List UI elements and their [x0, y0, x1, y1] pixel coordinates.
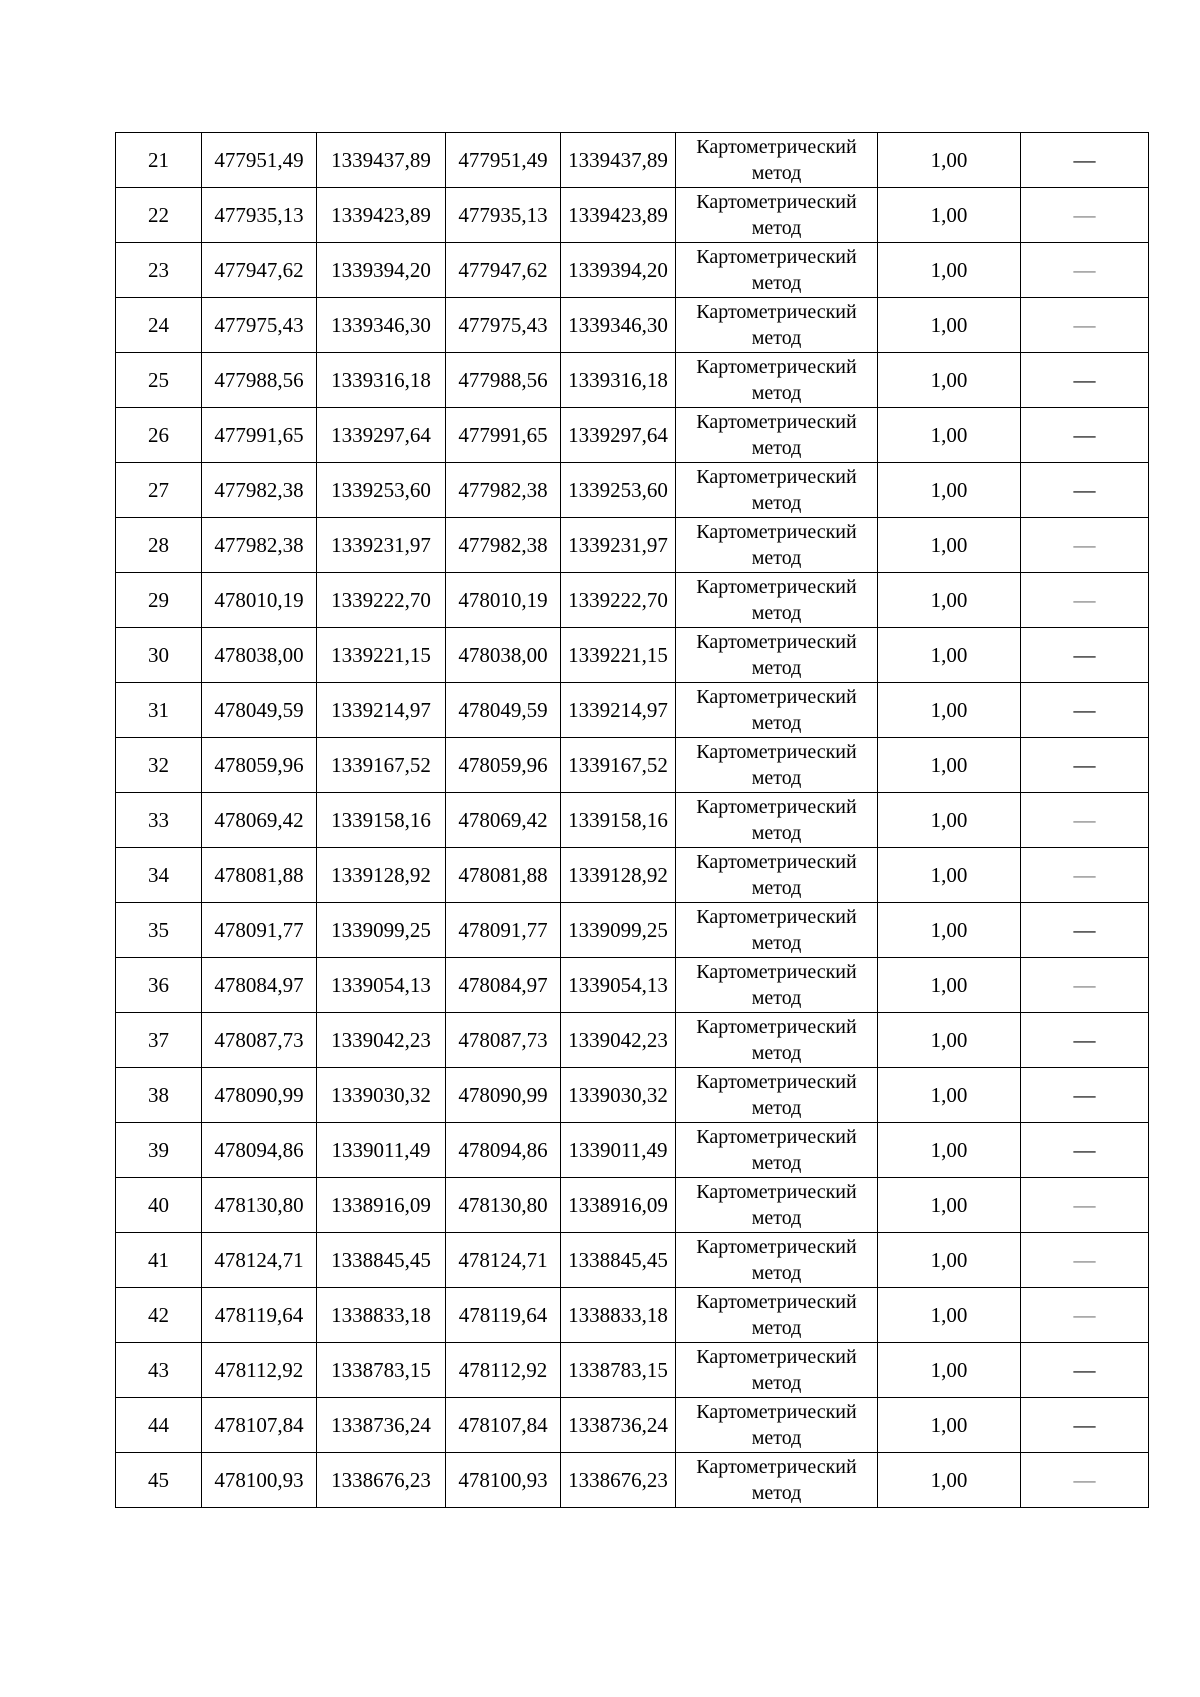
- method-cell: [676, 1233, 878, 1288]
- description-cell: —: [1021, 683, 1149, 738]
- precision-cell: 1,00: [878, 1178, 1021, 1233]
- y-new-cell: 1339253,60: [561, 463, 676, 518]
- x-new-cell: 478038,00: [446, 628, 561, 683]
- method-line-1: Картометрический: [696, 686, 857, 708]
- precision-cell: 1,00: [878, 958, 1021, 1013]
- method-line-2: метод: [751, 1207, 802, 1229]
- x-old-cell: 478112,92: [202, 1343, 317, 1398]
- precision-cell: 1,00: [878, 408, 1021, 463]
- method-line-1: Картометрический: [696, 1016, 857, 1038]
- method-cell: [676, 408, 878, 463]
- y-new-cell: 1339099,25: [561, 903, 676, 958]
- x-new-cell: 478124,71: [446, 1233, 561, 1288]
- table-row: [116, 133, 1149, 188]
- description-cell: —: [1021, 903, 1149, 958]
- x-new-cell: 478069,42: [446, 793, 561, 848]
- description-cell: —: [1021, 1178, 1149, 1233]
- y-new-cell: 1339167,52: [561, 738, 676, 793]
- x-new-cell: 477982,38: [446, 463, 561, 518]
- y-new-cell: 1338833,18: [561, 1288, 676, 1343]
- x-new-cell: 477951,49: [446, 133, 561, 188]
- x-new-cell: 478081,88: [446, 848, 561, 903]
- precision-cell: 1,00: [878, 848, 1021, 903]
- x-old-cell: 478084,97: [202, 958, 317, 1013]
- point-number-cell: 22: [116, 188, 202, 243]
- y-old-cell: 1339423,89: [317, 188, 446, 243]
- method-cell: [676, 1453, 878, 1508]
- method-line-1: Картометрический: [696, 631, 857, 653]
- method-line-1: Картометрический: [696, 1126, 857, 1148]
- point-number-cell: 27: [116, 463, 202, 518]
- precision-cell: 1,00: [878, 1068, 1021, 1123]
- x-old-cell: 478087,73: [202, 1013, 317, 1068]
- method-cell: [676, 243, 878, 298]
- point-number-cell: 44: [116, 1398, 202, 1453]
- point-number-cell: 23: [116, 243, 202, 298]
- method-line-1: Картометрический: [696, 136, 857, 158]
- method-cell: [676, 573, 878, 628]
- y-new-cell: 1338916,09: [561, 1178, 676, 1233]
- x-old-cell: 478124,71: [202, 1233, 317, 1288]
- method-cell: [676, 1343, 878, 1398]
- method-line-1: Картометрический: [696, 741, 857, 763]
- method-line-2: метод: [751, 1372, 802, 1394]
- point-number-cell: 25: [116, 353, 202, 408]
- y-old-cell: 1338845,45: [317, 1233, 446, 1288]
- precision-cell: 1,00: [878, 463, 1021, 518]
- method-line-1: Картометрический: [696, 576, 857, 598]
- method-line-1: Картометрический: [696, 906, 857, 928]
- method-line-1: Картометрический: [696, 961, 857, 983]
- method-line-2: метод: [751, 1042, 802, 1064]
- y-old-cell: 1339437,89: [317, 133, 446, 188]
- x-old-cell: 478094,86: [202, 1123, 317, 1178]
- x-old-cell: 478090,99: [202, 1068, 317, 1123]
- x-new-cell: 478091,77: [446, 903, 561, 958]
- precision-cell: 1,00: [878, 793, 1021, 848]
- description-cell: —: [1021, 133, 1149, 188]
- x-old-cell: 477947,62: [202, 243, 317, 298]
- x-new-cell: 477935,13: [446, 188, 561, 243]
- method-line-1: Картометрический: [696, 246, 857, 268]
- method-line-1: Картометрический: [696, 1181, 857, 1203]
- x-new-cell: 478107,84: [446, 1398, 561, 1453]
- point-number-cell: 33: [116, 793, 202, 848]
- y-new-cell: 1338676,23: [561, 1453, 676, 1508]
- description-cell: —: [1021, 188, 1149, 243]
- x-old-cell: 478130,80: [202, 1178, 317, 1233]
- point-number-cell: 34: [116, 848, 202, 903]
- description-cell: —: [1021, 628, 1149, 683]
- x-old-cell: 478010,19: [202, 573, 317, 628]
- y-new-cell: 1339231,97: [561, 518, 676, 573]
- description-cell: —: [1021, 1013, 1149, 1068]
- point-number-cell: 45: [116, 1453, 202, 1508]
- description-cell: —: [1021, 848, 1149, 903]
- description-cell: —: [1021, 573, 1149, 628]
- coordinates-table: [115, 132, 1149, 1508]
- method-line-2: метод: [751, 712, 802, 734]
- point-number-cell: 42: [116, 1288, 202, 1343]
- x-old-cell: 478081,88: [202, 848, 317, 903]
- description-cell: —: [1021, 243, 1149, 298]
- description-cell: —: [1021, 1288, 1149, 1343]
- table-row: [116, 903, 1149, 958]
- method-line-2: метод: [751, 1427, 802, 1449]
- method-line-2: метод: [751, 1262, 802, 1284]
- method-line-1: Картометрический: [696, 411, 857, 433]
- point-number-cell: 43: [116, 1343, 202, 1398]
- method-line-2: метод: [751, 602, 802, 624]
- x-new-cell: 477975,43: [446, 298, 561, 353]
- method-line-2: метод: [751, 822, 802, 844]
- method-line-1: Картометрический: [696, 851, 857, 873]
- precision-cell: 1,00: [878, 683, 1021, 738]
- point-number-cell: 30: [116, 628, 202, 683]
- y-new-cell: 1339054,13: [561, 958, 676, 1013]
- description-cell: —: [1021, 1123, 1149, 1178]
- method-line-2: метод: [751, 162, 802, 184]
- table-row: [116, 793, 1149, 848]
- table-body: [116, 133, 1149, 1508]
- table-row: [116, 848, 1149, 903]
- table-row: [116, 408, 1149, 463]
- y-old-cell: 1339128,92: [317, 848, 446, 903]
- precision-cell: 1,00: [878, 1453, 1021, 1508]
- point-number-cell: 29: [116, 573, 202, 628]
- y-old-cell: 1339346,30: [317, 298, 446, 353]
- precision-cell: 1,00: [878, 738, 1021, 793]
- y-old-cell: 1339231,97: [317, 518, 446, 573]
- precision-cell: 1,00: [878, 1233, 1021, 1288]
- precision-cell: 1,00: [878, 1398, 1021, 1453]
- description-cell: —: [1021, 408, 1149, 463]
- method-line-2: метод: [751, 877, 802, 899]
- x-old-cell: 478100,93: [202, 1453, 317, 1508]
- y-old-cell: 1338916,09: [317, 1178, 446, 1233]
- precision-cell: 1,00: [878, 518, 1021, 573]
- x-old-cell: 477982,38: [202, 518, 317, 573]
- x-new-cell: 478049,59: [446, 683, 561, 738]
- y-new-cell: 1339222,70: [561, 573, 676, 628]
- y-new-cell: 1339158,16: [561, 793, 676, 848]
- table-row: [116, 573, 1149, 628]
- y-old-cell: 1339394,20: [317, 243, 446, 298]
- precision-cell: 1,00: [878, 628, 1021, 683]
- y-old-cell: 1338833,18: [317, 1288, 446, 1343]
- table-row: [116, 1453, 1149, 1508]
- method-line-1: Картометрический: [696, 356, 857, 378]
- x-old-cell: 477991,65: [202, 408, 317, 463]
- x-new-cell: 477988,56: [446, 353, 561, 408]
- y-new-cell: 1338736,24: [561, 1398, 676, 1453]
- method-cell: [676, 738, 878, 793]
- y-old-cell: 1339158,16: [317, 793, 446, 848]
- point-number-cell: 38: [116, 1068, 202, 1123]
- y-new-cell: 1339030,32: [561, 1068, 676, 1123]
- description-cell: —: [1021, 463, 1149, 518]
- method-line-2: метод: [751, 1482, 802, 1504]
- method-cell: [676, 1123, 878, 1178]
- x-new-cell: 478010,19: [446, 573, 561, 628]
- x-old-cell: 478049,59: [202, 683, 317, 738]
- description-cell: —: [1021, 793, 1149, 848]
- y-new-cell: 1339011,49: [561, 1123, 676, 1178]
- method-cell: [676, 903, 878, 958]
- method-line-2: метод: [751, 932, 802, 954]
- y-new-cell: 1339394,20: [561, 243, 676, 298]
- method-line-1: Картометрический: [696, 521, 857, 543]
- x-new-cell: 477947,62: [446, 243, 561, 298]
- precision-cell: 1,00: [878, 1123, 1021, 1178]
- precision-cell: 1,00: [878, 298, 1021, 353]
- table-row: [116, 1123, 1149, 1178]
- description-cell: —: [1021, 1453, 1149, 1508]
- x-new-cell: 478112,92: [446, 1343, 561, 1398]
- precision-cell: 1,00: [878, 903, 1021, 958]
- y-old-cell: 1339030,32: [317, 1068, 446, 1123]
- method-cell: [676, 1178, 878, 1233]
- method-cell: [676, 793, 878, 848]
- table-row: [116, 188, 1149, 243]
- x-old-cell: 478038,00: [202, 628, 317, 683]
- table-row: [116, 353, 1149, 408]
- point-number-cell: 28: [116, 518, 202, 573]
- precision-cell: 1,00: [878, 1013, 1021, 1068]
- y-old-cell: 1339099,25: [317, 903, 446, 958]
- y-new-cell: 1339437,89: [561, 133, 676, 188]
- method-line-2: метод: [751, 382, 802, 404]
- precision-cell: 1,00: [878, 353, 1021, 408]
- y-new-cell: 1339297,64: [561, 408, 676, 463]
- method-line-1: Картометрический: [696, 1401, 857, 1423]
- method-line-2: метод: [751, 217, 802, 239]
- precision-cell: 1,00: [878, 1288, 1021, 1343]
- method-line-1: Картометрический: [696, 1071, 857, 1093]
- method-line-2: метод: [751, 327, 802, 349]
- table-row: [116, 298, 1149, 353]
- method-cell: [676, 133, 878, 188]
- method-line-2: метод: [751, 1317, 802, 1339]
- method-cell: [676, 1398, 878, 1453]
- x-new-cell: 478094,86: [446, 1123, 561, 1178]
- description-cell: —: [1021, 1233, 1149, 1288]
- y-old-cell: 1339316,18: [317, 353, 446, 408]
- description-cell: —: [1021, 738, 1149, 793]
- method-cell: [676, 463, 878, 518]
- table-row: [116, 1288, 1149, 1343]
- x-old-cell: 478091,77: [202, 903, 317, 958]
- method-cell: [676, 298, 878, 353]
- method-line-1: Картометрический: [696, 796, 857, 818]
- y-new-cell: 1339316,18: [561, 353, 676, 408]
- y-new-cell: 1339423,89: [561, 188, 676, 243]
- method-line-2: метод: [751, 547, 802, 569]
- x-new-cell: 478087,73: [446, 1013, 561, 1068]
- y-old-cell: 1339054,13: [317, 958, 446, 1013]
- method-line-1: Картометрический: [696, 1291, 857, 1313]
- method-line-2: метод: [751, 987, 802, 1009]
- method-line-2: метод: [751, 272, 802, 294]
- x-old-cell: 477935,13: [202, 188, 317, 243]
- y-new-cell: 1339346,30: [561, 298, 676, 353]
- method-cell: [676, 1068, 878, 1123]
- y-old-cell: 1338783,15: [317, 1343, 446, 1398]
- x-old-cell: 478069,42: [202, 793, 317, 848]
- x-old-cell: 477982,38: [202, 463, 317, 518]
- point-number-cell: 39: [116, 1123, 202, 1178]
- x-new-cell: 478130,80: [446, 1178, 561, 1233]
- table-row: [116, 628, 1149, 683]
- table-row: [116, 958, 1149, 1013]
- y-old-cell: 1339042,23: [317, 1013, 446, 1068]
- point-number-cell: 35: [116, 903, 202, 958]
- method-line-2: метод: [751, 437, 802, 459]
- method-line-1: Картометрический: [696, 1456, 857, 1478]
- precision-cell: 1,00: [878, 1343, 1021, 1398]
- description-cell: —: [1021, 1343, 1149, 1398]
- x-new-cell: 478090,99: [446, 1068, 561, 1123]
- method-line-1: Картометрический: [696, 1346, 857, 1368]
- precision-cell: 1,00: [878, 188, 1021, 243]
- point-number-cell: 24: [116, 298, 202, 353]
- method-cell: [676, 1013, 878, 1068]
- precision-cell: 1,00: [878, 133, 1021, 188]
- table-row: [116, 243, 1149, 298]
- table-row: [116, 1068, 1149, 1123]
- y-old-cell: 1339253,60: [317, 463, 446, 518]
- method-cell: [676, 683, 878, 738]
- method-cell: [676, 1288, 878, 1343]
- description-cell: —: [1021, 298, 1149, 353]
- point-number-cell: 32: [116, 738, 202, 793]
- description-cell: —: [1021, 518, 1149, 573]
- method-cell: [676, 518, 878, 573]
- x-old-cell: 478107,84: [202, 1398, 317, 1453]
- table-row: [116, 1398, 1149, 1453]
- point-number-cell: 31: [116, 683, 202, 738]
- precision-cell: 1,00: [878, 573, 1021, 628]
- table-row: [116, 463, 1149, 518]
- point-number-cell: 26: [116, 408, 202, 463]
- method-line-2: метод: [751, 492, 802, 514]
- x-new-cell: 477982,38: [446, 518, 561, 573]
- y-old-cell: 1338676,23: [317, 1453, 446, 1508]
- y-old-cell: 1339222,70: [317, 573, 446, 628]
- y-new-cell: 1339214,97: [561, 683, 676, 738]
- table-row: [116, 1178, 1149, 1233]
- y-new-cell: 1338783,15: [561, 1343, 676, 1398]
- y-old-cell: 1339011,49: [317, 1123, 446, 1178]
- y-new-cell: 1338845,45: [561, 1233, 676, 1288]
- x-new-cell: 478059,96: [446, 738, 561, 793]
- description-cell: —: [1021, 1398, 1149, 1453]
- point-number-cell: 36: [116, 958, 202, 1013]
- table-row: [116, 1013, 1149, 1068]
- table-row: [116, 1233, 1149, 1288]
- method-line-1: Картометрический: [696, 466, 857, 488]
- precision-cell: 1,00: [878, 243, 1021, 298]
- method-line-2: метод: [751, 1152, 802, 1174]
- description-cell: —: [1021, 1068, 1149, 1123]
- point-number-cell: 41: [116, 1233, 202, 1288]
- y-old-cell: 1339214,97: [317, 683, 446, 738]
- method-line-2: метод: [751, 767, 802, 789]
- x-new-cell: 478119,64: [446, 1288, 561, 1343]
- x-new-cell: 478100,93: [446, 1453, 561, 1508]
- x-new-cell: 477991,65: [446, 408, 561, 463]
- table-row: [116, 738, 1149, 793]
- method-cell: [676, 628, 878, 683]
- x-old-cell: 477975,43: [202, 298, 317, 353]
- y-new-cell: 1339221,15: [561, 628, 676, 683]
- method-cell: [676, 848, 878, 903]
- x-old-cell: 477988,56: [202, 353, 317, 408]
- method-cell: [676, 188, 878, 243]
- y-old-cell: 1338736,24: [317, 1398, 446, 1453]
- method-line-2: метод: [751, 1097, 802, 1119]
- description-cell: —: [1021, 353, 1149, 408]
- point-number-cell: 21: [116, 133, 202, 188]
- x-old-cell: 478119,64: [202, 1288, 317, 1343]
- method-line-1: Картометрический: [696, 1236, 857, 1258]
- method-line-2: метод: [751, 657, 802, 679]
- point-number-cell: 37: [116, 1013, 202, 1068]
- table-row: [116, 683, 1149, 738]
- method-line-1: Картометрический: [696, 191, 857, 213]
- y-old-cell: 1339297,64: [317, 408, 446, 463]
- method-cell: [676, 958, 878, 1013]
- y-new-cell: 1339042,23: [561, 1013, 676, 1068]
- x-old-cell: 478059,96: [202, 738, 317, 793]
- description-cell: —: [1021, 958, 1149, 1013]
- point-number-cell: 40: [116, 1178, 202, 1233]
- x-old-cell: 477951,49: [202, 133, 317, 188]
- method-line-1: Картометрический: [696, 301, 857, 323]
- table-row: [116, 518, 1149, 573]
- y-old-cell: 1339221,15: [317, 628, 446, 683]
- x-new-cell: 478084,97: [446, 958, 561, 1013]
- table-row: [116, 1343, 1149, 1398]
- method-cell: [676, 353, 878, 408]
- y-new-cell: 1339128,92: [561, 848, 676, 903]
- y-old-cell: 1339167,52: [317, 738, 446, 793]
